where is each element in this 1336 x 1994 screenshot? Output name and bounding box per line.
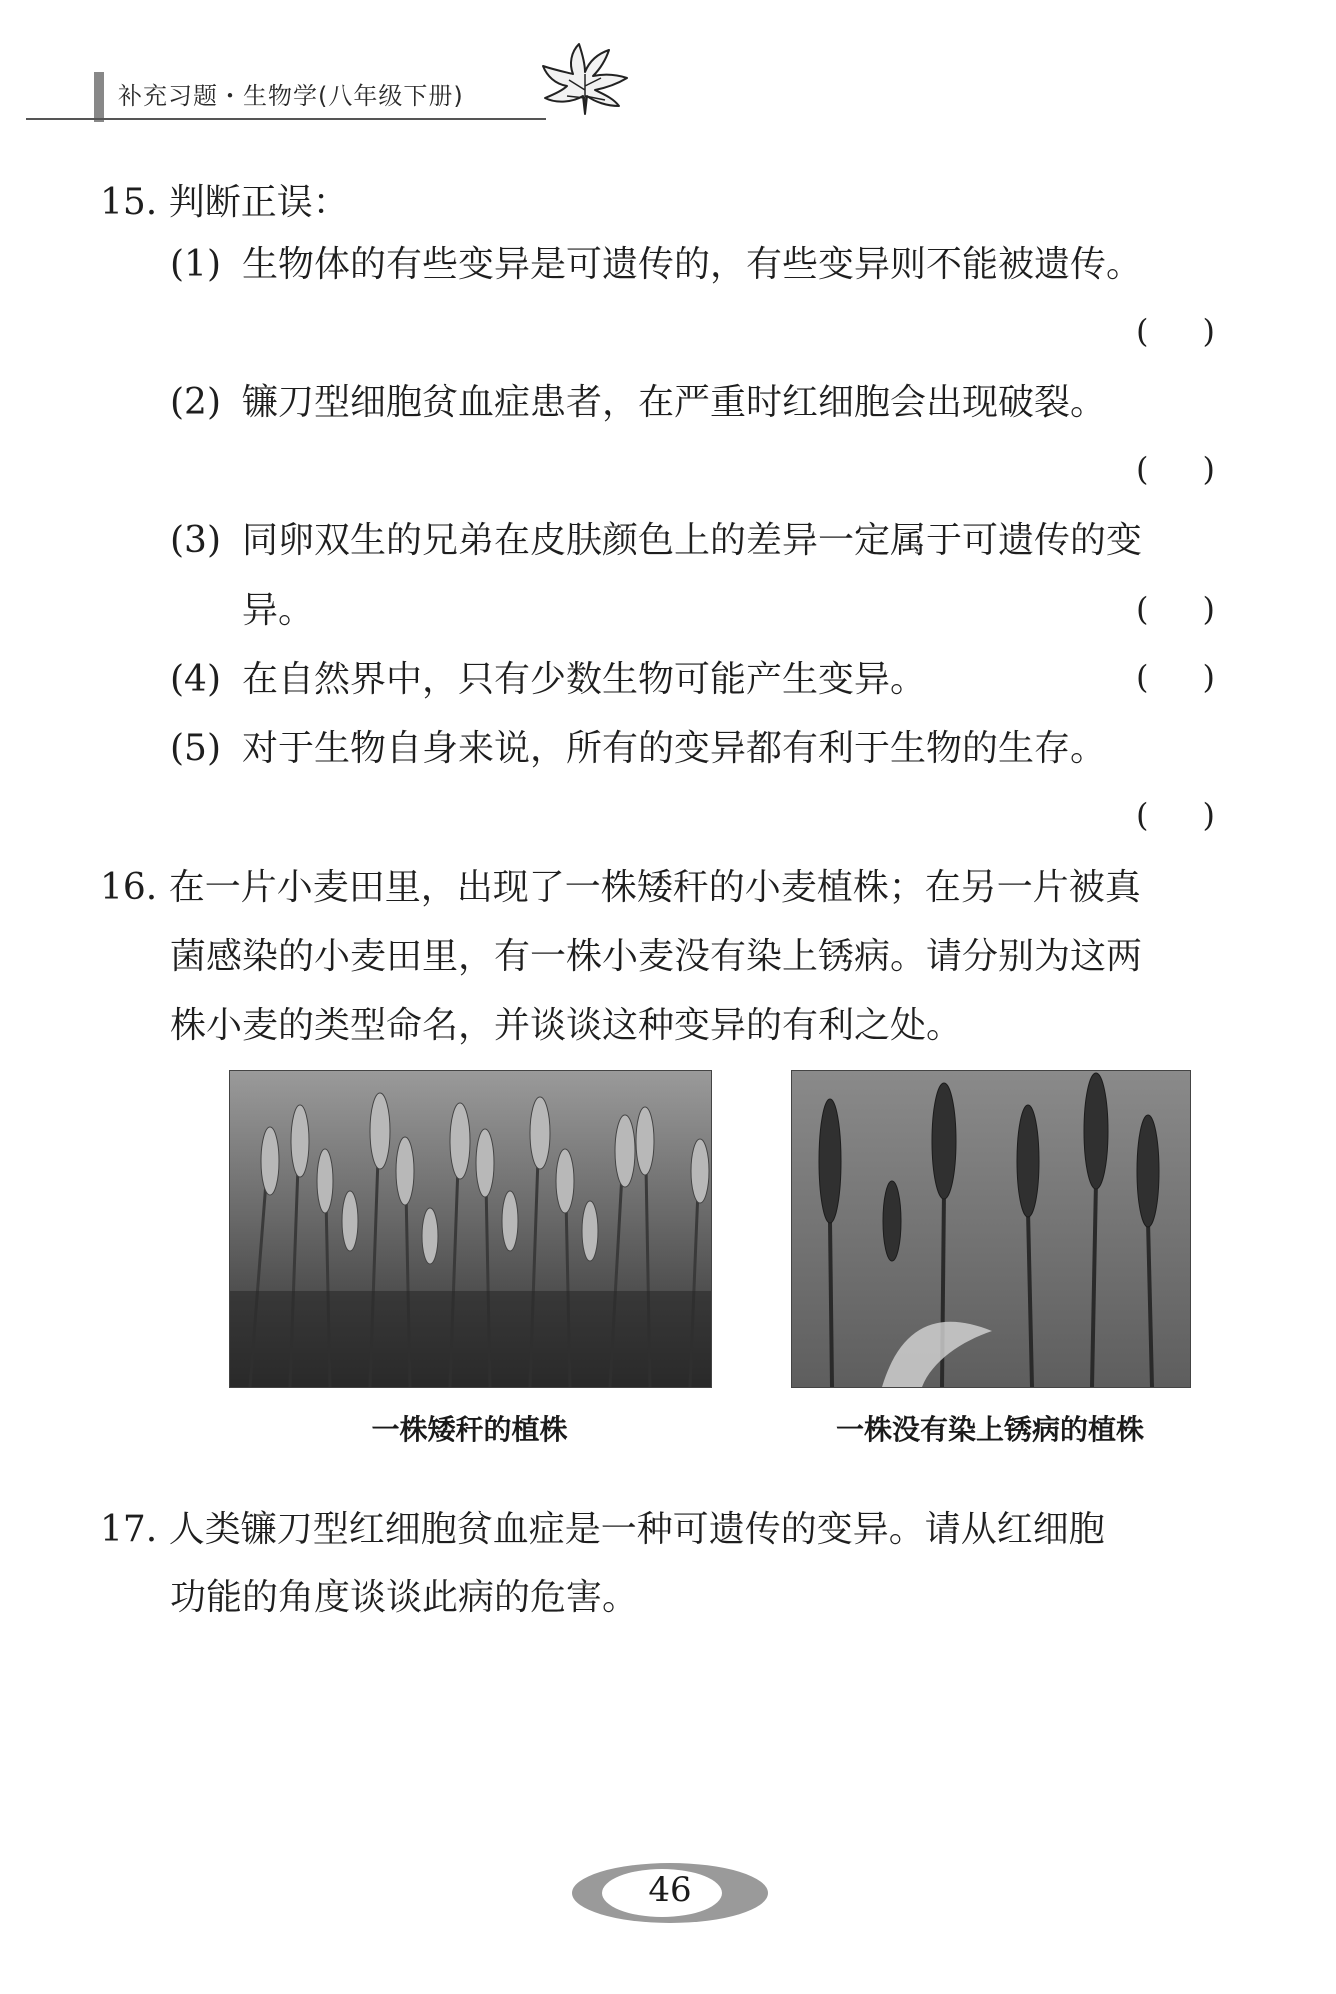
- caption-dwarf-wheat: 一株矮秆的植株: [371, 1413, 568, 1446]
- q16-line-3: 株小麦的类型命名，并谈谈这种变异的有利之处。: [170, 1005, 963, 1046]
- q15-item-3-text: 同卵双生的兄弟在皮肤颜色上的差异一定属于可遗传的变: [242, 520, 1143, 561]
- q15-answer-3[interactable]: [1136, 590, 1215, 628]
- q15-answer-2[interactable]: [1136, 450, 1215, 488]
- q17-line-2: 功能的角度谈谈此病的危害。: [170, 1577, 639, 1618]
- page-number: 46: [648, 1870, 692, 1910]
- paren-close: ): [1202, 450, 1215, 488]
- paren-open: (: [1136, 796, 1149, 834]
- q16-line-1: 16. 在一片小麦田里，出现了一株矮秆的小麦植株；在另一片被真: [100, 867, 1141, 908]
- paren-open: (: [1136, 312, 1149, 350]
- paren-close: ): [1202, 312, 1215, 350]
- q15-item-4-text: 在自然界中，只有少数生物可能产生变异。: [242, 659, 927, 700]
- header-bar: [94, 72, 104, 122]
- dwarf-wheat-image: [230, 1071, 711, 1387]
- caption-rust-resistant-wheat: 一株没有染上锈病的植株: [835, 1413, 1144, 1446]
- paren-close: ): [1202, 796, 1215, 834]
- q15-item-1-text: 生物体的有些变异是可遗传的，有些变异则不能被遗传。: [242, 244, 1143, 285]
- q15-item-1-label: (1): [170, 244, 221, 285]
- q15-item-5-text: 对于生物自身来说，所有的变异都有利于生物的生存。: [242, 728, 1107, 769]
- paren-close: ): [1202, 658, 1215, 696]
- q15-answer-1[interactable]: [1136, 312, 1215, 350]
- paren-close: ): [1202, 590, 1215, 628]
- q15-stem: 15. 判断正误：: [100, 182, 349, 223]
- q15-answer-5[interactable]: [1136, 796, 1215, 834]
- q16-line-2: 菌感染的小麦田里，有一株小麦没有染上锈病。请分别为这两: [170, 936, 1143, 977]
- q15-item-5-label: (5): [170, 728, 221, 769]
- book-title: 补充习题・生物学(八年级下册): [118, 82, 464, 110]
- q15-item-2-label: (2): [170, 382, 221, 423]
- q15-item-4-label: (4): [170, 659, 221, 700]
- q15-answer-4[interactable]: [1136, 658, 1215, 696]
- paren-open: (: [1136, 590, 1149, 628]
- q15-item-3-continuation: 异。: [242, 590, 315, 631]
- paren-open: (: [1136, 450, 1149, 488]
- photo-dwarf-wheat: [229, 1070, 712, 1388]
- leaf-icon: [535, 40, 635, 120]
- photo-rust-resistant-wheat: [791, 1070, 1191, 1388]
- q17-line-1: 17. 人类镰刀型红细胞贫血症是一种可遗传的变异。请从红细胞: [100, 1509, 1105, 1550]
- q15-item-2-text: 镰刀型细胞贫血症患者，在严重时红细胞会出现破裂。: [242, 382, 1107, 423]
- rust-resistant-wheat-image: [792, 1071, 1190, 1387]
- paren-open: (: [1136, 658, 1149, 696]
- header-rule: [26, 118, 546, 120]
- q15-item-3-label: (3): [170, 520, 221, 561]
